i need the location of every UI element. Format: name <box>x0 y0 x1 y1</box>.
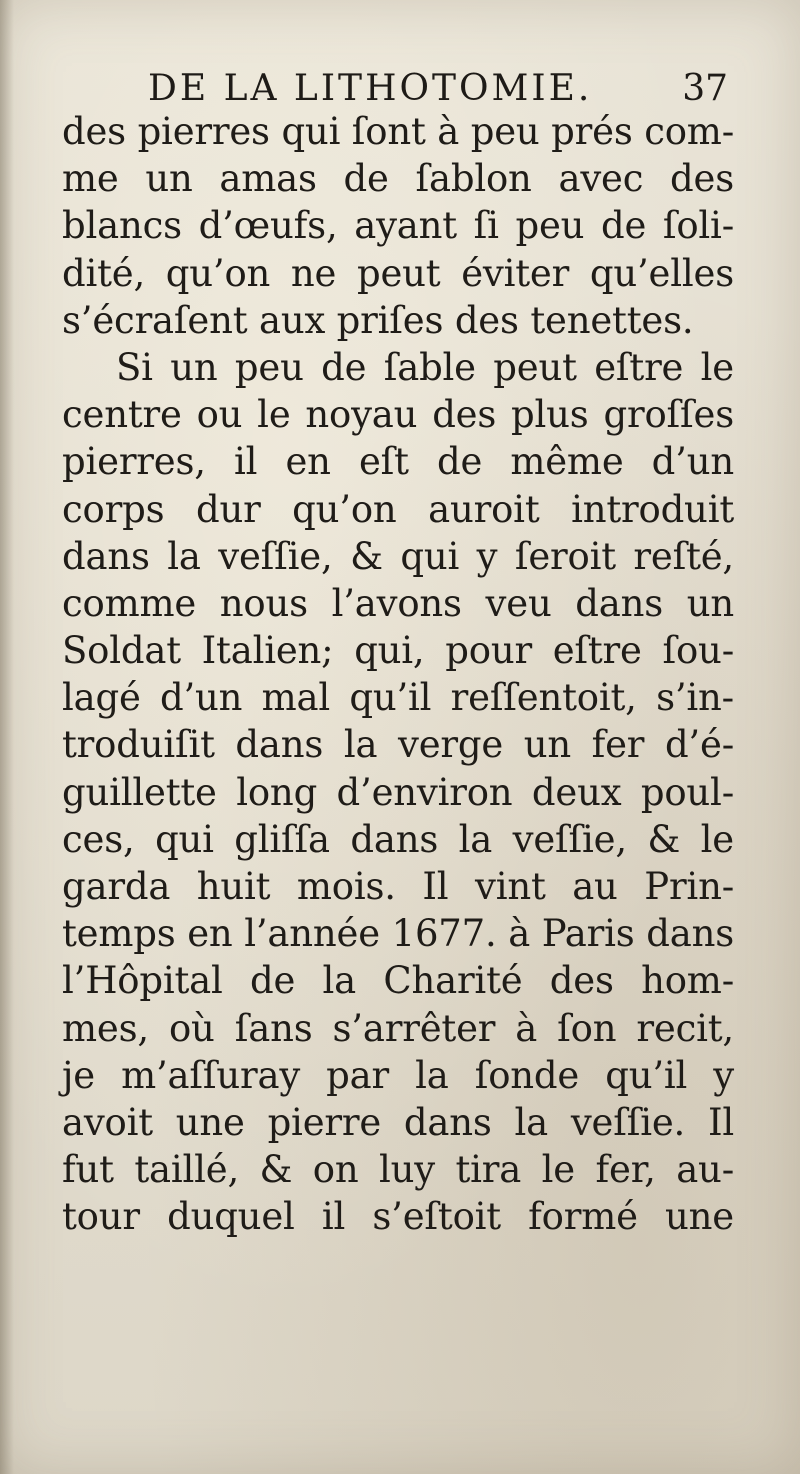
page-number: 37 <box>682 68 728 109</box>
text-line: temps en l’année 1677. à Paris dans <box>62 912 734 956</box>
text-line: centre ou le noyau des plus groſſes <box>62 393 734 437</box>
text-line: me un amas de ſablon avec des <box>62 157 734 201</box>
text-line: comme nous l’avons veu dans un <box>62 581 734 625</box>
text-line: corps dur qu’on auroit introduit <box>62 487 734 531</box>
text-line: mes, où ſans s’arrêter à ſon recit, <box>62 1006 734 1050</box>
body-text <box>62 108 734 1241</box>
text-line: dité, qu’on ne peut éviter qu’elles <box>62 251 734 295</box>
text-line: blancs d’œufs, ayant ſi peu de ſoli- <box>62 204 734 248</box>
text-line: troduiſit dans la verge un fer d’é- <box>62 723 734 767</box>
text-line: des pierres qui ſont à peu prés com- <box>62 110 734 153</box>
page-gutter-shadow <box>0 0 14 1474</box>
text-line: s’écraſent aux priſes des tenettes. <box>62 298 694 342</box>
text-line: je m’aſſuray par la ſonde qu’il y <box>62 1053 734 1097</box>
running-head-title: DE LA LITHOTOMIE. <box>148 68 593 109</box>
text-line: l’Hôpital de la Charité des hom- <box>62 959 734 1003</box>
running-head <box>148 62 728 114</box>
text-line: ces, qui gliſſa dans la veſſie, & le <box>62 817 734 861</box>
text-line: pierres, il en eſt de même d’un <box>62 440 734 484</box>
text-line: Si un peu de ſable peut eſtre le <box>116 345 734 389</box>
text-line: dans la veſſie, & qui y ſeroit reſté, <box>62 534 734 578</box>
text-line: lagé d’un mal qu’il reſſentoit, s’in- <box>62 676 734 720</box>
text-line: avoit une pierre dans la veſſie. Il <box>62 1100 734 1144</box>
text-line: guillette long d’environ deux poul- <box>62 770 734 814</box>
text-line: tour duquel il s’eſtoit formé une <box>62 1195 734 1239</box>
text-line: fut taillé, & on luy tira le fer, au- <box>62 1148 734 1192</box>
text-line: garda huit mois. Il vint au Prin- <box>62 865 734 908</box>
text-line: Soldat Italien; qui, pour eſtre ſou- <box>62 629 734 673</box>
